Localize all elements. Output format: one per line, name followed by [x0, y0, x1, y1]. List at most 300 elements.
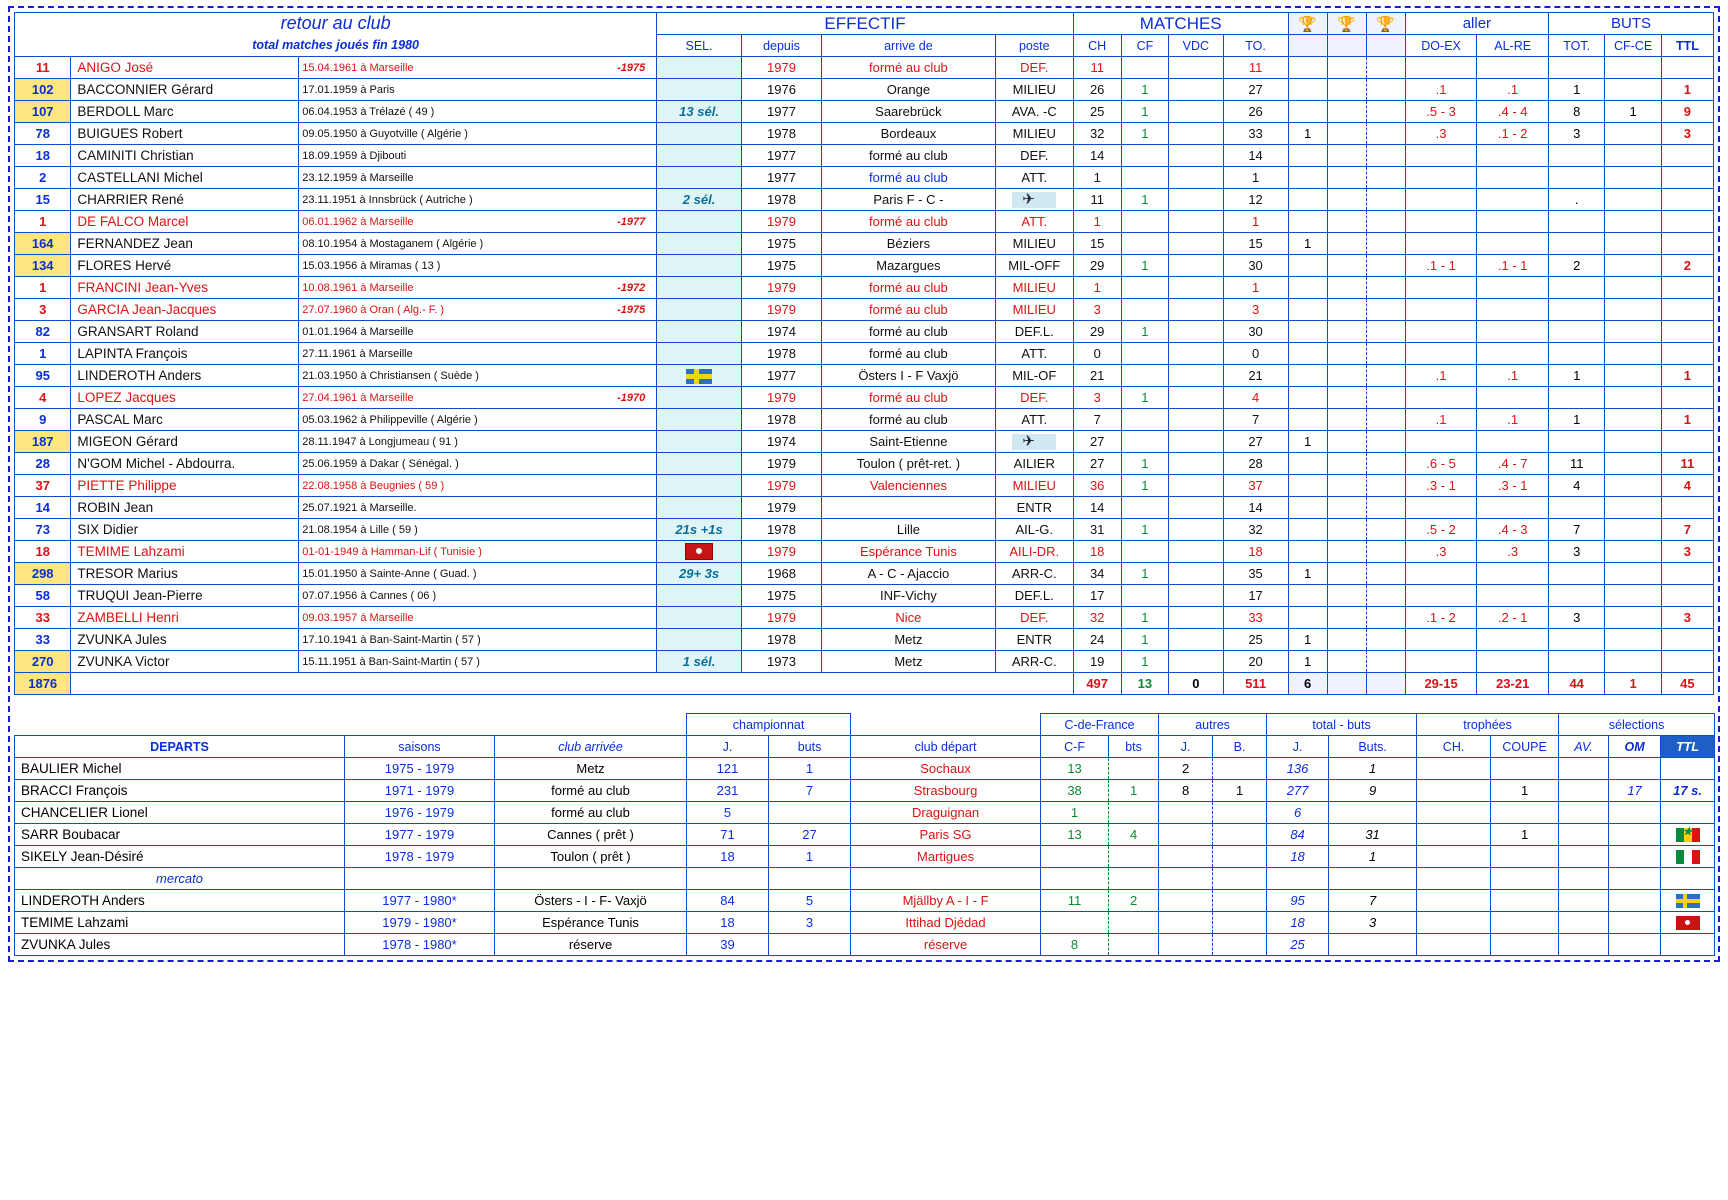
player-sel: 2 sél. [657, 189, 742, 211]
depart-buts2: 1 [1329, 846, 1417, 868]
player-trophy-b [1327, 101, 1366, 123]
player-tot [1548, 57, 1604, 79]
table-row [15, 167, 1714, 189]
player-trophy-a [1288, 255, 1327, 277]
player-birth: 15.04.1961 à Marseille -1975 [299, 57, 657, 79]
player-from: formé au club [822, 145, 996, 167]
depart-om [1609, 758, 1661, 780]
player-ch: 29 [1073, 255, 1121, 277]
player-tot [1548, 431, 1604, 453]
player-name: ZAMBELLI Henri [71, 607, 299, 629]
player-trophy-c [1366, 497, 1405, 519]
player-trophy-a [1288, 497, 1327, 519]
col-ch2: CH. [1417, 736, 1491, 758]
total-matches-label: total matches joués fin 1980 [15, 35, 657, 57]
player-name: ZVUNKA Jules [71, 629, 299, 651]
player-doex: .3 [1405, 541, 1477, 563]
player-trophy-c [1366, 233, 1405, 255]
player-poste: AVA. -C [995, 101, 1073, 123]
player-trophy-c [1366, 629, 1405, 651]
player-alre [1477, 189, 1549, 211]
player-poste: MILIEU [995, 233, 1073, 255]
player-sel [657, 497, 742, 519]
player-poste [995, 189, 1073, 211]
table-row [15, 758, 1715, 780]
depart-ch [1417, 912, 1491, 934]
player-ch: 7 [1073, 409, 1121, 431]
trophy-col-c [1366, 35, 1405, 57]
player-trophy-c [1366, 387, 1405, 409]
player-alre: .1 [1477, 79, 1549, 101]
player-depuis: 1968 [741, 563, 821, 585]
depart-name: SARR Boubacar [15, 824, 345, 846]
col-av: AV. [1559, 736, 1609, 758]
player-alre: .1 - 2 [1477, 123, 1549, 145]
player-cf: 1 [1121, 79, 1169, 101]
player-trophy-b [1327, 431, 1366, 453]
player-depuis: 1975 [741, 255, 821, 277]
player-trophy-b [1327, 387, 1366, 409]
player-trophy-c [1366, 585, 1405, 607]
player-number: 1 [15, 277, 71, 299]
depart-name: LINDEROTH Anders [15, 890, 345, 912]
depart-club-arrivee: formé au club [495, 780, 687, 802]
table-row [15, 123, 1714, 145]
player-ch: 36 [1073, 475, 1121, 497]
table-row [15, 541, 1714, 563]
player-ttl [1661, 189, 1713, 211]
player-ttl [1661, 343, 1713, 365]
player-number: 58 [15, 585, 71, 607]
depart-j: 71 [687, 824, 769, 846]
depart-club-arrivee: réserve [495, 934, 687, 956]
player-alre [1477, 167, 1549, 189]
player-birth: 09.05.1950 à Guyotville ( Algérie ) [299, 123, 657, 145]
total-trophy-a: 6 [1288, 673, 1327, 695]
player-depuis: 1978 [741, 189, 821, 211]
player-number: 187 [15, 431, 71, 453]
table-row [15, 651, 1714, 673]
player-cf [1121, 233, 1169, 255]
depart-club-arrivee: formé au club [495, 802, 687, 824]
aller-title: aller [1405, 13, 1548, 35]
depart-saisons: 1978 - 1979 [345, 846, 495, 868]
player-from: A - C - Ajaccio [822, 563, 996, 585]
col-al-re: AL-RE [1477, 35, 1549, 57]
player-depuis: 1975 [741, 585, 821, 607]
player-sel [657, 145, 742, 167]
player-from: Metz [822, 651, 996, 673]
player-doex [1405, 321, 1477, 343]
col-depuis: depuis [741, 35, 821, 57]
player-from: formé au club [822, 387, 996, 409]
flag-senegal-icon [1676, 828, 1700, 842]
player-tot [1548, 387, 1604, 409]
depart-club-depart: Ittihad Djédad [851, 912, 1041, 934]
player-birth: 06.01.1962 à Marseille -1977 [299, 211, 657, 233]
player-number: 82 [15, 321, 71, 343]
table-row [15, 890, 1715, 912]
table-row [15, 519, 1714, 541]
player-vdc [1169, 255, 1223, 277]
player-birth: 28.11.1947 à Longjumeau ( 91 ) [299, 431, 657, 453]
depart-j3: 18 [1267, 912, 1329, 934]
player-doex [1405, 145, 1477, 167]
player-ch: 19 [1073, 651, 1121, 673]
depart-cf: 1 [1041, 802, 1109, 824]
player-birth: 21.03.1950 à Christiansen ( Suède ) [299, 365, 657, 387]
player-number: 2 [15, 167, 71, 189]
total-vdc: 0 [1169, 673, 1223, 695]
departs-group-header [15, 714, 1715, 736]
player-poste: MILIEU [995, 299, 1073, 321]
depart-bts [1109, 846, 1159, 868]
col-saisons: saisons [345, 736, 495, 758]
player-tot [1548, 563, 1604, 585]
depart-buts2: 1 [1329, 758, 1417, 780]
header-row-1 [15, 13, 1714, 35]
player-birth: 09.03.1957 à Marseille [299, 607, 657, 629]
player-alre [1477, 629, 1549, 651]
player-alre: .3 - 1 [1477, 475, 1549, 497]
depart-club-depart: Strasbourg [851, 780, 1041, 802]
player-birth: 22.08.1958 à Beugnies ( 59 ) [299, 475, 657, 497]
player-alre [1477, 145, 1549, 167]
player-poste: ATT. [995, 167, 1073, 189]
player-trophy-c [1366, 299, 1405, 321]
player-trophy-b [1327, 321, 1366, 343]
player-vdc [1169, 145, 1223, 167]
depart-ttl [1661, 758, 1715, 780]
table-row [15, 780, 1715, 802]
player-cfce [1605, 387, 1661, 409]
player-depuis: 1973 [741, 651, 821, 673]
player-trophy-b [1327, 541, 1366, 563]
player-ttl [1661, 277, 1713, 299]
player-sel [657, 211, 742, 233]
player-vdc [1169, 101, 1223, 123]
player-number: 95 [15, 365, 71, 387]
player-name: ZVUNKA Victor [71, 651, 299, 673]
player-ttl [1661, 145, 1713, 167]
player-ttl: 7 [1661, 519, 1713, 541]
player-trophy-c [1366, 475, 1405, 497]
player-cfce [1605, 409, 1661, 431]
player-poste: DEF. [995, 607, 1073, 629]
player-doex [1405, 563, 1477, 585]
col-departs: DEPARTS [15, 736, 345, 758]
player-cfce [1605, 233, 1661, 255]
player-poste: AILIER [995, 453, 1073, 475]
player-vdc [1169, 431, 1223, 453]
player-number: 1 [15, 211, 71, 233]
totals-row [15, 673, 1714, 695]
player-sel: 29+ 3s [657, 563, 742, 585]
col-b: B. [1213, 736, 1267, 758]
player-name: FRANCINI Jean-Yves [71, 277, 299, 299]
depart-j: 231 [687, 780, 769, 802]
player-vdc [1169, 519, 1223, 541]
player-trophy-b [1327, 607, 1366, 629]
total-count: 1876 [15, 673, 71, 695]
depart-club-arrivee: Toulon ( prêt ) [495, 846, 687, 868]
player-sel: 21s +1s [657, 519, 742, 541]
depart-ttl [1661, 890, 1715, 912]
player-to: 21 [1223, 365, 1288, 387]
player-tot: 4 [1548, 475, 1604, 497]
table-row [15, 912, 1715, 934]
player-vdc [1169, 409, 1223, 431]
depart-j3: 84 [1267, 824, 1329, 846]
player-poste: ATT. [995, 211, 1073, 233]
col-arrive-de: arrive de [822, 35, 996, 57]
player-number: 28 [15, 453, 71, 475]
player-depuis: 1975 [741, 233, 821, 255]
player-from: Metz [822, 629, 996, 651]
table-row [15, 233, 1714, 255]
player-to: 28 [1223, 453, 1288, 475]
player-cf [1121, 431, 1169, 453]
player-trophy-a [1288, 57, 1327, 79]
col-vdc: VDC [1169, 35, 1223, 57]
depart-club-depart: Mjällby A - I - F [851, 890, 1041, 912]
player-name: PIETTE Philippe [71, 475, 299, 497]
buts-title: BUTS [1548, 13, 1713, 35]
player-ch: 25 [1073, 101, 1121, 123]
player-to: 15 [1223, 233, 1288, 255]
player-birth: 25.06.1959 à Dakar ( Sénégal. ) [299, 453, 657, 475]
depart-coupe [1491, 802, 1559, 824]
player-name: LINDEROTH Anders [71, 365, 299, 387]
player-ttl: 3 [1661, 541, 1713, 563]
player-number: 298 [15, 563, 71, 585]
player-poste: DEF. [995, 57, 1073, 79]
player-ttl: 1 [1661, 79, 1713, 101]
col-buts: buts [769, 736, 851, 758]
player-poste: MILIEU [995, 123, 1073, 145]
player-poste: MILIEU [995, 79, 1073, 101]
depart-ttl [1661, 802, 1715, 824]
trophy-col-b [1327, 35, 1366, 57]
player-vdc [1169, 497, 1223, 519]
depart-name: BRACCI François [15, 780, 345, 802]
player-to: 25 [1223, 629, 1288, 651]
player-depuis: 1974 [741, 431, 821, 453]
player-vdc [1169, 233, 1223, 255]
player-to: 30 [1223, 321, 1288, 343]
player-ch: 14 [1073, 145, 1121, 167]
depart-bts: 2 [1109, 890, 1159, 912]
player-ch: 27 [1073, 431, 1121, 453]
player-doex [1405, 387, 1477, 409]
player-alre [1477, 277, 1549, 299]
player-number: 3 [15, 299, 71, 321]
depart-saisons: 1978 - 1980* [345, 934, 495, 956]
player-sel [657, 57, 742, 79]
player-vdc [1169, 79, 1223, 101]
player-from: INF-Vichy [822, 585, 996, 607]
player-trophy-a [1288, 365, 1327, 387]
depart-cf: 13 [1041, 758, 1109, 780]
player-vdc [1169, 211, 1223, 233]
player-depuis: 1979 [741, 475, 821, 497]
col-club-depart: club départ [851, 736, 1041, 758]
player-ch: 27 [1073, 453, 1121, 475]
player-doex: .3 [1405, 123, 1477, 145]
player-trophy-a: 1 [1288, 651, 1327, 673]
player-number: 78 [15, 123, 71, 145]
table-row [15, 607, 1714, 629]
depart-club-depart: Draguignan [851, 802, 1041, 824]
table-row [15, 497, 1714, 519]
trophy-icon: 🏆 [1288, 13, 1327, 35]
player-name: ANIGO José [71, 57, 299, 79]
player-trophy-b [1327, 343, 1366, 365]
col-sel: SEL. [657, 35, 742, 57]
depart-club-depart: Paris SG [851, 824, 1041, 846]
player-number: 11 [15, 57, 71, 79]
player-name: LOPEZ Jacques [71, 387, 299, 409]
player-name: CHARRIER René [71, 189, 299, 211]
depart-ttl [1661, 846, 1715, 868]
player-doex [1405, 431, 1477, 453]
document-frame [8, 6, 1720, 962]
player-tot [1548, 145, 1604, 167]
table-row [15, 211, 1714, 233]
player-ttl [1661, 497, 1713, 519]
player-alre [1477, 387, 1549, 409]
player-to: 37 [1223, 475, 1288, 497]
player-poste: ARR-C. [995, 651, 1073, 673]
player-tot [1548, 299, 1604, 321]
player-trophy-c [1366, 651, 1405, 673]
player-trophy-a [1288, 299, 1327, 321]
player-cf: 1 [1121, 475, 1169, 497]
depart-ch [1417, 824, 1491, 846]
total-alre: 23-21 [1477, 673, 1549, 695]
depart-club-arrivee: Östers - I - F- Vaxjö [495, 890, 687, 912]
player-ttl [1661, 233, 1713, 255]
player-name: TRESOR Marius [71, 563, 299, 585]
player-cfce [1605, 431, 1661, 453]
player-doex: .5 - 2 [1405, 519, 1477, 541]
player-trophy-c [1366, 277, 1405, 299]
player-doex [1405, 497, 1477, 519]
player-cfce [1605, 299, 1661, 321]
depart-av [1559, 934, 1609, 956]
col-om: OM [1609, 736, 1661, 758]
player-trophy-a [1288, 585, 1327, 607]
player-cf: 1 [1121, 453, 1169, 475]
depart-bts [1109, 912, 1159, 934]
player-name: PASCAL Marc [71, 409, 299, 431]
group-autres: autres [1159, 714, 1267, 736]
player-ttl: 1 [1661, 409, 1713, 431]
player-alre: .1 [1477, 365, 1549, 387]
table-row [15, 365, 1714, 387]
player-number: 33 [15, 629, 71, 651]
player-trophy-c [1366, 79, 1405, 101]
player-cfce [1605, 541, 1661, 563]
player-name: BERDOLL Marc [71, 101, 299, 123]
player-sel [657, 365, 742, 387]
flag-sweden-icon [1676, 894, 1700, 908]
player-cfce [1605, 343, 1661, 365]
player-depuis: 1978 [741, 519, 821, 541]
player-to: 4 [1223, 387, 1288, 409]
player-ttl [1661, 431, 1713, 453]
player-trophy-b [1327, 57, 1366, 79]
player-to: 30 [1223, 255, 1288, 277]
player-alre [1477, 299, 1549, 321]
player-trophy-c [1366, 321, 1405, 343]
player-cfce [1605, 475, 1661, 497]
mercato-separator [15, 868, 1715, 890]
player-tot: 7 [1548, 519, 1604, 541]
depart-j2 [1159, 912, 1213, 934]
player-birth: 15.01.1950 à Sainte-Anne ( Guad. ) [299, 563, 657, 585]
player-ch: 32 [1073, 123, 1121, 145]
player-sel [657, 255, 742, 277]
player-trophy-b [1327, 629, 1366, 651]
player-trophy-a [1288, 167, 1327, 189]
depart-buts2 [1329, 934, 1417, 956]
player-birth: 27.11.1961 à Marseille [299, 343, 657, 365]
player-to: 7 [1223, 409, 1288, 431]
group-championnat: championnat [687, 714, 851, 736]
player-doex [1405, 57, 1477, 79]
player-tot: 11 [1548, 453, 1604, 475]
player-depuis: 1978 [741, 123, 821, 145]
player-ttl: 9 [1661, 101, 1713, 123]
player-cf [1121, 585, 1169, 607]
player-tot: 1 [1548, 409, 1604, 431]
player-ttl: 3 [1661, 607, 1713, 629]
depart-j2 [1159, 934, 1213, 956]
player-poste: AIL-G. [995, 519, 1073, 541]
player-poste: DEF.L. [995, 321, 1073, 343]
depart-b [1213, 802, 1267, 824]
total-ch: 497 [1073, 673, 1121, 695]
player-name: GRANSART Roland [71, 321, 299, 343]
player-sel [657, 409, 742, 431]
player-trophy-c [1366, 167, 1405, 189]
player-doex [1405, 299, 1477, 321]
player-trophy-b [1327, 365, 1366, 387]
player-cfce [1605, 321, 1661, 343]
player-doex: .1 [1405, 409, 1477, 431]
player-doex [1405, 167, 1477, 189]
player-ch: 15 [1073, 233, 1121, 255]
depart-j: 18 [687, 846, 769, 868]
player-trophy-a: 1 [1288, 563, 1327, 585]
player-cfce [1605, 145, 1661, 167]
player-number: 9 [15, 409, 71, 431]
table-row [15, 101, 1714, 123]
player-from: formé au club [822, 299, 996, 321]
player-from: Bordeaux [822, 123, 996, 145]
player-depuis: 1979 [741, 57, 821, 79]
player-ch: 32 [1073, 607, 1121, 629]
player-to: 14 [1223, 145, 1288, 167]
col-ttl: TTL [1661, 35, 1713, 57]
player-trophy-a [1288, 387, 1327, 409]
player-vdc [1169, 299, 1223, 321]
player-from: formé au club [822, 277, 996, 299]
player-trophy-b [1327, 167, 1366, 189]
player-number: 4 [15, 387, 71, 409]
player-cf: 1 [1121, 629, 1169, 651]
